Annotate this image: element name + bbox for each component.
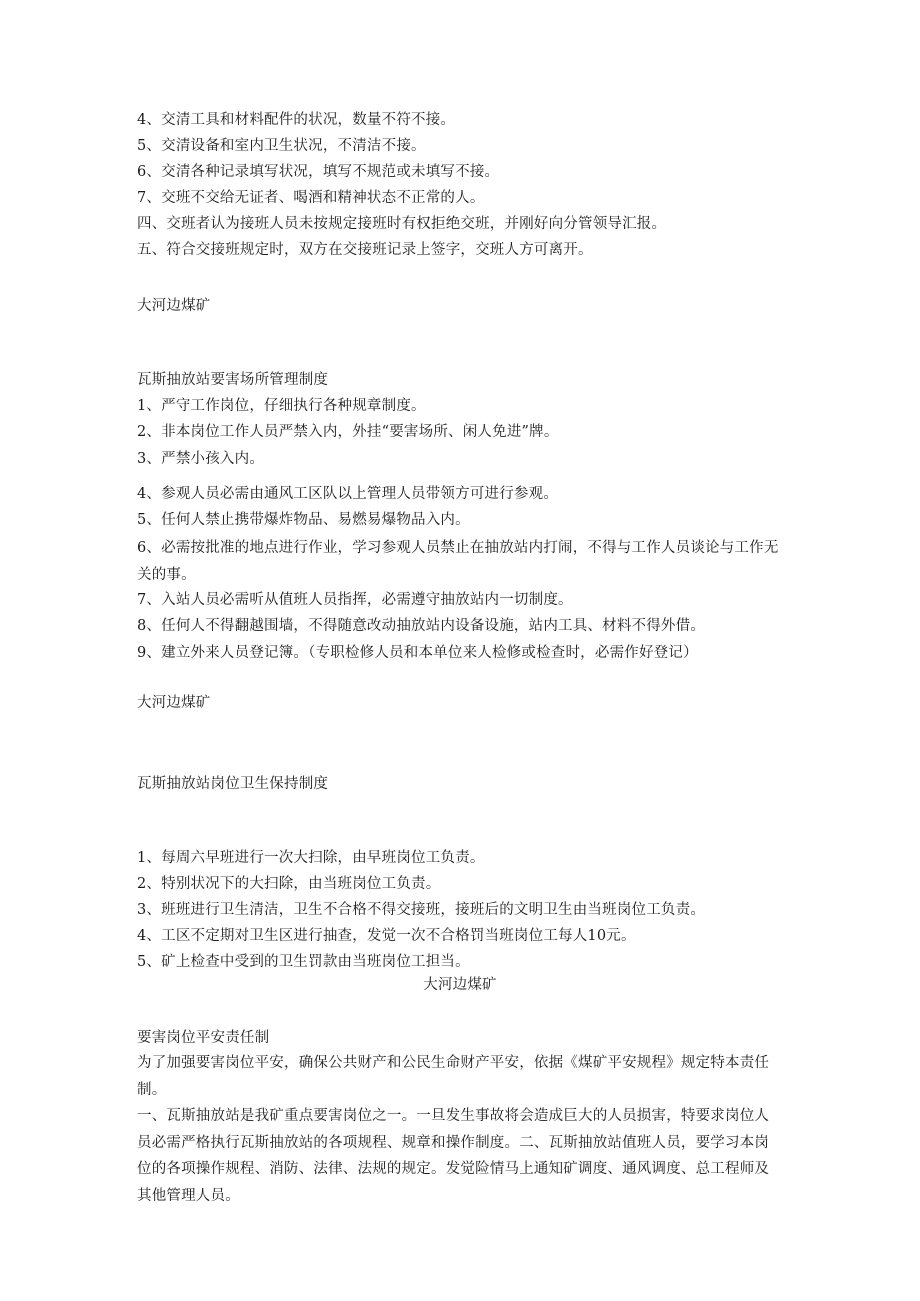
mine-name-signature: 大河边煤矿 xyxy=(423,977,497,993)
hygiene-rule-4: 4、工区不定期对卫生区进行抽查，发觉一次不合格罚当班岗位工每人10元。 xyxy=(137,928,636,944)
hygiene-rule-2: 2、特别状况下的大扫除，由当班岗位工负责。 xyxy=(137,876,441,892)
hygiene-rule-1: 1、每周六早班进行一次大扫除，由早班岗位工负责。 xyxy=(137,850,485,866)
section-title-site-management: 瓦斯抽放站要害场所管理制度 xyxy=(137,372,329,388)
site-rule-9: 9、建立外来人员登记簿。（专职检修人员和本单位来人检修或检查时，必需作好登记） xyxy=(137,645,698,661)
handover-item-5: 5、交清设备和室内卫生状况，不清洁不接。 xyxy=(137,138,426,154)
site-rule-2: 2、非本岗位工作人员严禁入内，外挂“要害场所、闲人免进”牌。 xyxy=(137,424,559,440)
site-rule-5: 5、任何人禁止携带爆炸物品、易燃易爆物品入内。 xyxy=(137,512,470,528)
hygiene-rule-5: 5、矿上检查中受到的卫生罚款由当班岗位工担当。 xyxy=(137,954,470,970)
site-rule-1: 1、严守工作岗位，仔细执行各种规章制度。 xyxy=(137,398,426,414)
handover-clause-4: 四、交班者认为接班人员未按规定接班时有权拒绝交班，并刚好向分管领导汇报。 xyxy=(137,216,667,232)
section-title-hygiene: 瓦斯抽放站岗位卫生保持制度 xyxy=(137,776,329,792)
section-title-safety-responsibility: 要害岗位平安责任制 xyxy=(137,1030,270,1046)
mine-name-signature: 大河边煤矿 xyxy=(137,695,211,711)
handover-item-4: 4、交清工具和材料配件的状况，数量不符不接。 xyxy=(137,112,456,128)
mine-name-signature: 大河边煤矿 xyxy=(137,298,211,314)
site-rule-6: 6、必需按批准的地点进行作业，学习参观人员禁止在抽放站内打闹，不得与工作人员谈论与工作无关的事。 xyxy=(137,540,779,583)
handover-item-7: 7、交班不交给无证者、喝酒和精神状态不正常的人。 xyxy=(137,190,485,206)
handover-clause-5: 五、符合交接班规定时，双方在交接班记录上签字，交班人方可离开。 xyxy=(137,242,593,258)
safety-body-paragraph: 一、瓦斯抽放站是我矿重点要害岗位之一。一旦发生事故将会造成巨大的人员损害，特要求岗位人员必需严格执行瓦斯抽放站的各项规程、规章和操作制度。二、瓦斯抽放站值班人员，要学习本岗位的各项操作规程、消防、法律、法规的规定。发觉险情马上通知矿调度、通风调度、总工程师及其他管理人员。 xyxy=(137,1108,770,1204)
safety-intro-paragraph: 为了加强要害岗位平安，确保公共财产和公民生命财产平安，依据《煤矿平安规程》规定特本责任制。 xyxy=(137,1055,770,1098)
site-rule-7: 7、入站人员必需听从值班人员指挥，必需遵守抽放站内一切制度。 xyxy=(137,592,573,608)
hygiene-rule-3: 3、班班进行卫生清洁，卫生不合格不得交接班，接班后的文明卫生由当班岗位工负责。 xyxy=(137,902,706,918)
site-rule-3: 3、严禁小孩入内。 xyxy=(137,451,265,467)
site-rule-8: 8、任何人不得翻越围墙，不得随意改动抽放站内设备设施，站内工具、材料不得外借。 xyxy=(137,618,706,634)
site-rule-4: 4、参观人员必需由通风工区队以上管理人员带领方可进行参观。 xyxy=(137,486,559,502)
handover-item-6: 6、交清各种记录填写状况，填写不规范或未填写不接。 xyxy=(137,164,500,180)
